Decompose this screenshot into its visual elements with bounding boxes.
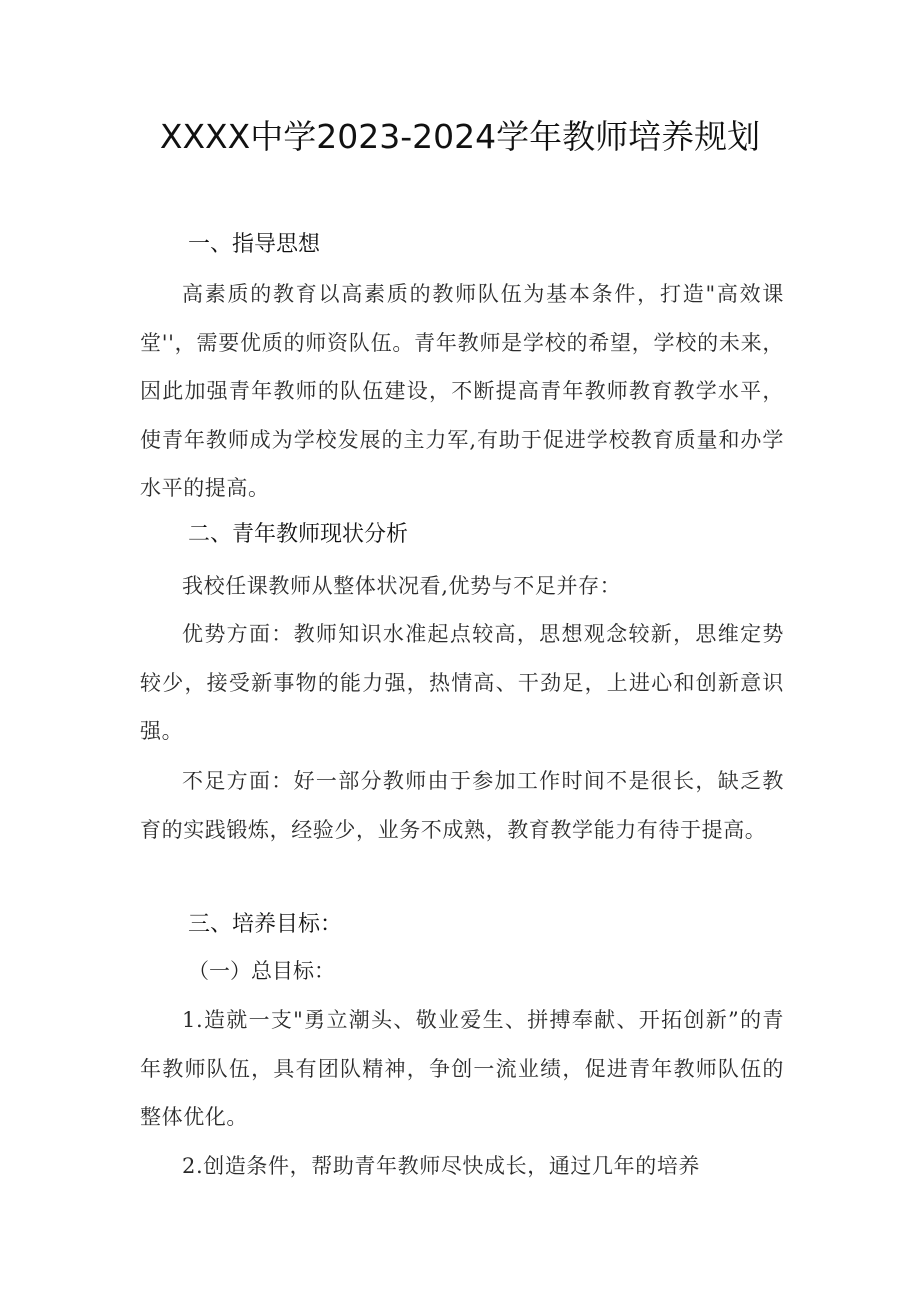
goal-item-1: 1.造就一支"勇立潮头、敬业爱生、拼搏奉献、开拓创新”的青年教师队伍，具有团队精神，争创一流业绩，促进青年教师队伍的整体优化。 [140,1008,784,1129]
section-heading-status-analysis: 二、青年教师现状分析 [188,522,409,547]
overall-goal-subheading: （一）总目标： [188,959,335,983]
weaknesses-paragraph: 不足方面：好一部分教师由于参加工作时间不是很长，缺乏教育的实践锻炼，经验少，业务不成熟，教育教学能力有待于提高。 [140,769,784,842]
section-heading-training-goals: 三、培养目标： [188,912,343,937]
guiding-ideology-paragraph: 高素质的教育以高素质的教师队伍为基本条件，打造"高效课堂''，需要优质的师资队伍。青年教师是学校的希望，学校的未来，因此加强青年教师的队伍建设，不断提高青年教师教育教学水平，使青年教师成为学校发展的主力军,有助于促进学校教育质量和办学水平的提高。 [140,282,784,500]
section-heading-guiding-ideology: 一、指导思想 [188,232,321,257]
strengths-paragraph: 优势方面：教师知识水准起点较高，思想观念较新，思维定势较少，接受新事物的能力强，热情高、干劲足，上进心和创新意识强。 [140,622,784,743]
goal-item-2: 2.创造条件，帮助青年教师尽快成长，通过几年的培养 [182,1154,701,1178]
document-title: XXXX中学2023-2024学年教师培养规划 [159,117,761,156]
status-intro-paragraph: 我校任课教师从整体状况看,优势与不足并存： [182,574,622,598]
